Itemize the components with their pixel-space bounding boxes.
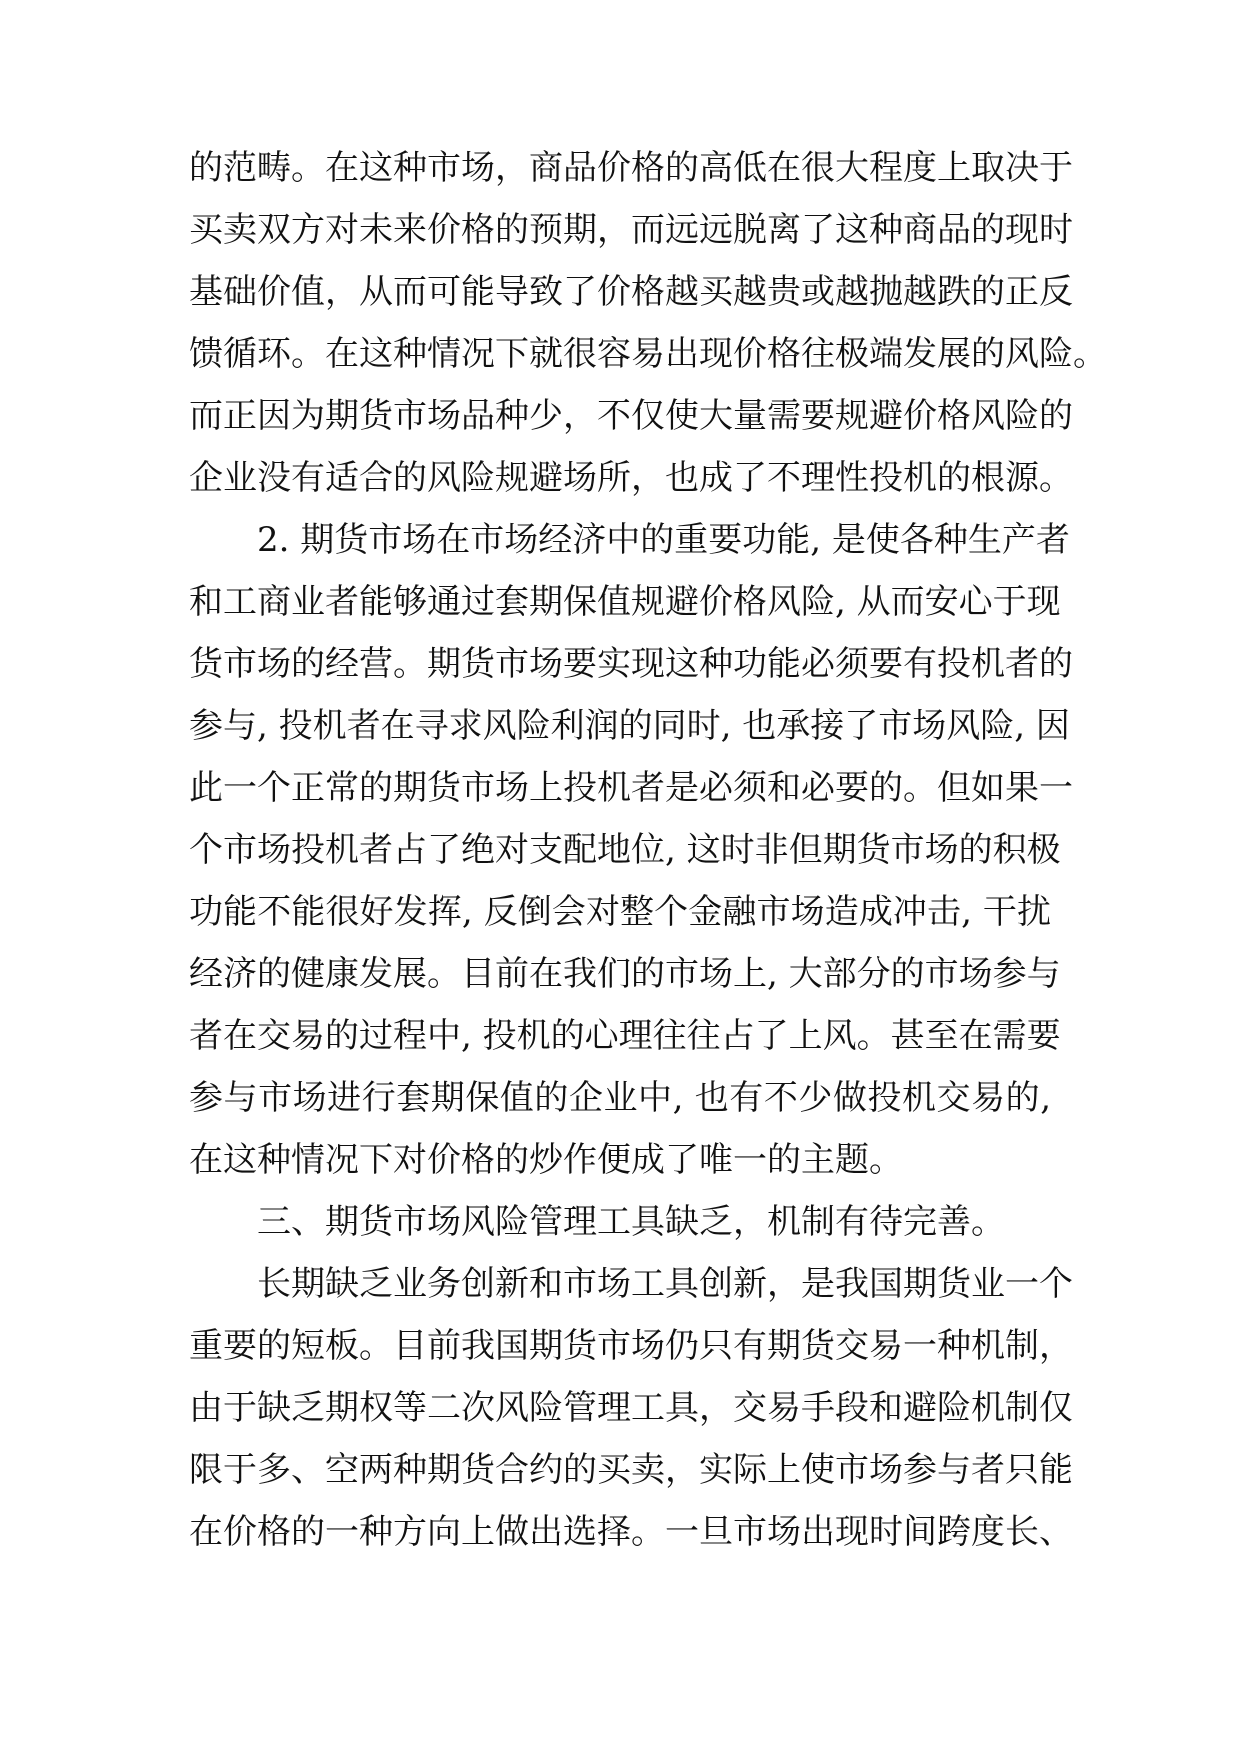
- text-line: 参与市场进行套期保值的企业中, 也有不少做投机交易的,: [189, 1078, 1051, 1118]
- text-line: 货市场的经营。期货市场要实现这种功能必须要有投机者的: [189, 644, 1073, 684]
- text-line: 此一个正常的期货市场上投机者是必须和必要的。但如果一: [189, 768, 1073, 808]
- text-line: 基础价值，从而可能导致了价格越买越贵或越抛越跌的正反: [189, 272, 1073, 312]
- text-line: 2. 期货市场在市场经济中的重要功能, 是使各种生产者: [257, 520, 1070, 560]
- text-line: 长期缺乏业务创新和市场工具创新，是我国期货业一个: [257, 1264, 1073, 1304]
- text-line: 买卖双方对未来价格的预期，而远远脱离了这种商品的现时: [189, 210, 1073, 250]
- text-line: 由于缺乏期权等二次风险管理工具，交易手段和避险机制仅: [189, 1388, 1073, 1428]
- text-line: 企业没有适合的风险规避场所，也成了不理性投机的根源。: [189, 458, 1073, 498]
- section-heading: 三、期货市场风险管理工具缺乏，机制有待完善。: [257, 1202, 1005, 1242]
- text-line: 参与, 投机者在寻求风险利润的同时, 也承接了市场风险, 因: [189, 706, 1070, 746]
- text-line: 限于多、空两种期货合约的买卖，实际上使市场参与者只能: [189, 1450, 1073, 1490]
- text-line: 经济的健康发展。目前在我们的市场上, 大部分的市场参与: [189, 954, 1061, 994]
- text-line: 者在交易的过程中, 投机的心理往往占了上风。甚至在需要: [189, 1016, 1061, 1056]
- text-line: 重要的短板。目前我国期货市场仍只有期货交易一种机制，: [189, 1326, 1073, 1366]
- text-line: 和工商业者能够通过套期保值规避价格风险, 从而安心于现: [189, 582, 1061, 622]
- text-line: 的范畴。在这种市场，商品价格的高低在很大程度上取决于: [189, 148, 1073, 188]
- text-line: 个市场投机者占了绝对支配地位, 这时非但期货市场的积极: [189, 830, 1061, 870]
- text-line: 馈循环。在这种情况下就很容易出现价格往极端发展的风险。: [189, 334, 1107, 374]
- text-line: 功能不能很好发挥, 反倒会对整个金融市场造成冲击, 干扰: [189, 892, 1051, 932]
- text-line: 在价格的一种方向上做出选择。一旦市场出现时间跨度长、: [189, 1512, 1073, 1552]
- text-line: 而正因为期货市场品种少，不仅使大量需要规避价格风险的: [189, 396, 1073, 436]
- text-line: 在这种情况下对价格的炒作便成了唯一的主题。: [189, 1140, 903, 1180]
